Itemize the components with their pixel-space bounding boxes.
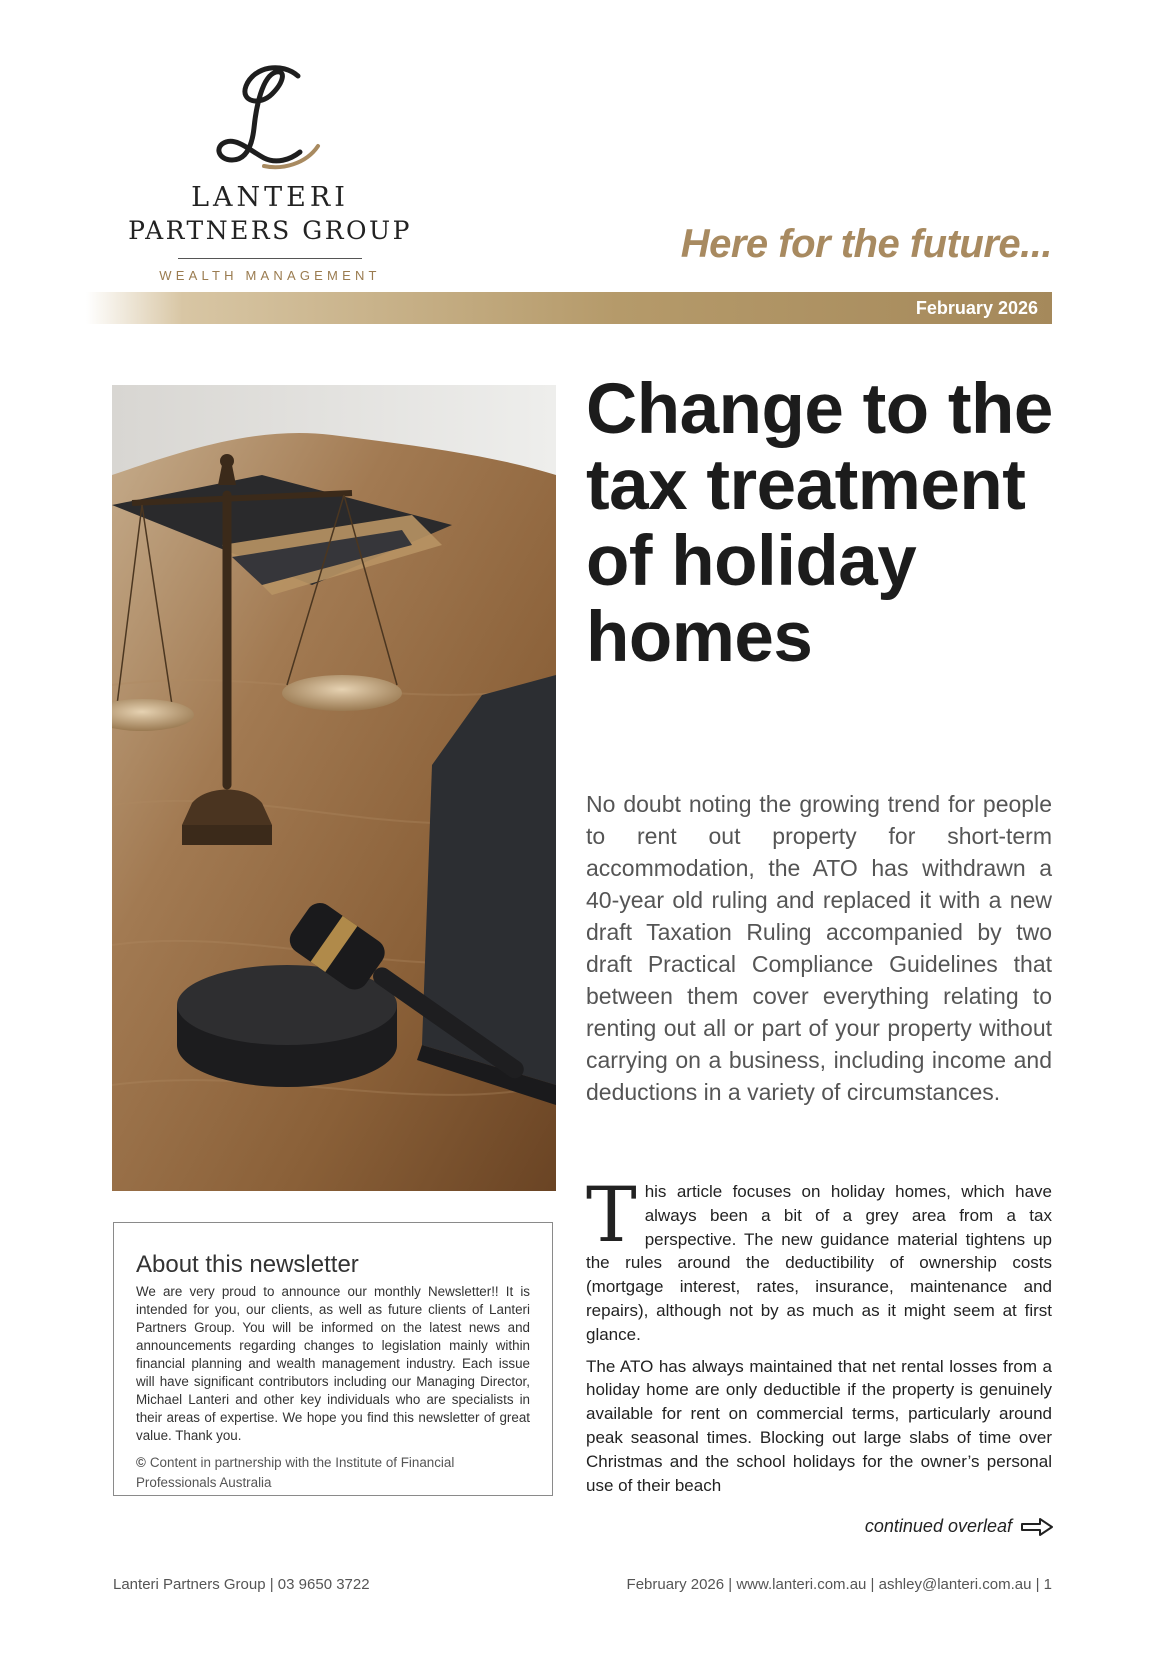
about-newsletter-box (113, 1222, 553, 1496)
credit-text: Content in partnership with the Institute of Financial Professionals Australia (136, 1455, 455, 1490)
drop-cap: T (586, 1170, 637, 1259)
about-credit (136, 1453, 530, 1493)
continued-label: continued overleaf (864, 1516, 1012, 1536)
about-title: About this newsletter (136, 1251, 359, 1278)
company-logo (110, 62, 430, 294)
brand-name-line2: PARTNERS GROUP (128, 216, 412, 245)
script-l-monogram-icon (202, 62, 332, 172)
article-paragraph-2: The ATO has always maintained that net rental losses from a holiday home are only deductible if the property is genuinely available for rent on commercial terms, particularly around peak seasonal times. Blocking out large slabs of time over Christmas and the school holidays for the owner’s personal use of their beach (586, 1356, 1052, 1495)
tagline: Here for the future... (680, 222, 1052, 266)
article-body (586, 1170, 1052, 1505)
brand-name-line1: LANTERI (191, 182, 349, 213)
article-paragraph-1 (586, 1170, 1052, 1347)
brand-subtitle: WEALTH MANAGEMENT (159, 268, 381, 283)
article-lead: No doubt noting the growing trend for people to rent out property for short-term accommodation, the ATO has withdrawn a 40-year old ruling and replaced it with a new draft Taxation Ruling accompanied by two draft Practical Compliance Guidelines that between them cover everything relating to renting out all or part of your property without carrying on a business, including income and deductions in a variety of circumstances. (586, 791, 1052, 1105)
about-text: We are very proud to announce our monthly Newsletter!! It is intended for you, our clients, as well as future clients of Lanteri Partners Group. You will be informed on the latest news and announcements regarding changes to legislation mainly within financial planning and wealth management industry. Each issue will have significant contributors including our Managing Director, Michael Lanteri and other key individuals who are specialists in their areas of expertise. We hope you find this newsletter of great value. Thank you. (136, 1284, 530, 1443)
date-band (86, 292, 1052, 324)
footer-page-info: February 2026 | www.lanteri.com.au | ashley@lanteri.com.au | 1 (626, 1576, 1052, 1593)
brand-divider (178, 258, 362, 259)
issue-date: February 2026 (915, 298, 1038, 318)
scales-of-justice-and-gavel-photo (112, 385, 556, 1191)
copyright-icon: © (136, 1455, 146, 1470)
footer-contact: Lanteri Partners Group | 03 9650 3722 (113, 1576, 370, 1593)
arrow-right-icon (1020, 1518, 1054, 1536)
paragraph-1-text: his article focuses on holiday homes, which have always been a bit of a grey area from a tax perspective. The new guidance material tightens up the rules around the deductibility of ownership costs (mortgage interest, rates, insurance, maintenance and repairs), although not by as much as it might seem at first glance. (586, 1182, 1052, 1344)
continued-overleaf (865, 1516, 1054, 1537)
article-title: Change to the tax treatment of holiday homes (586, 370, 1053, 677)
